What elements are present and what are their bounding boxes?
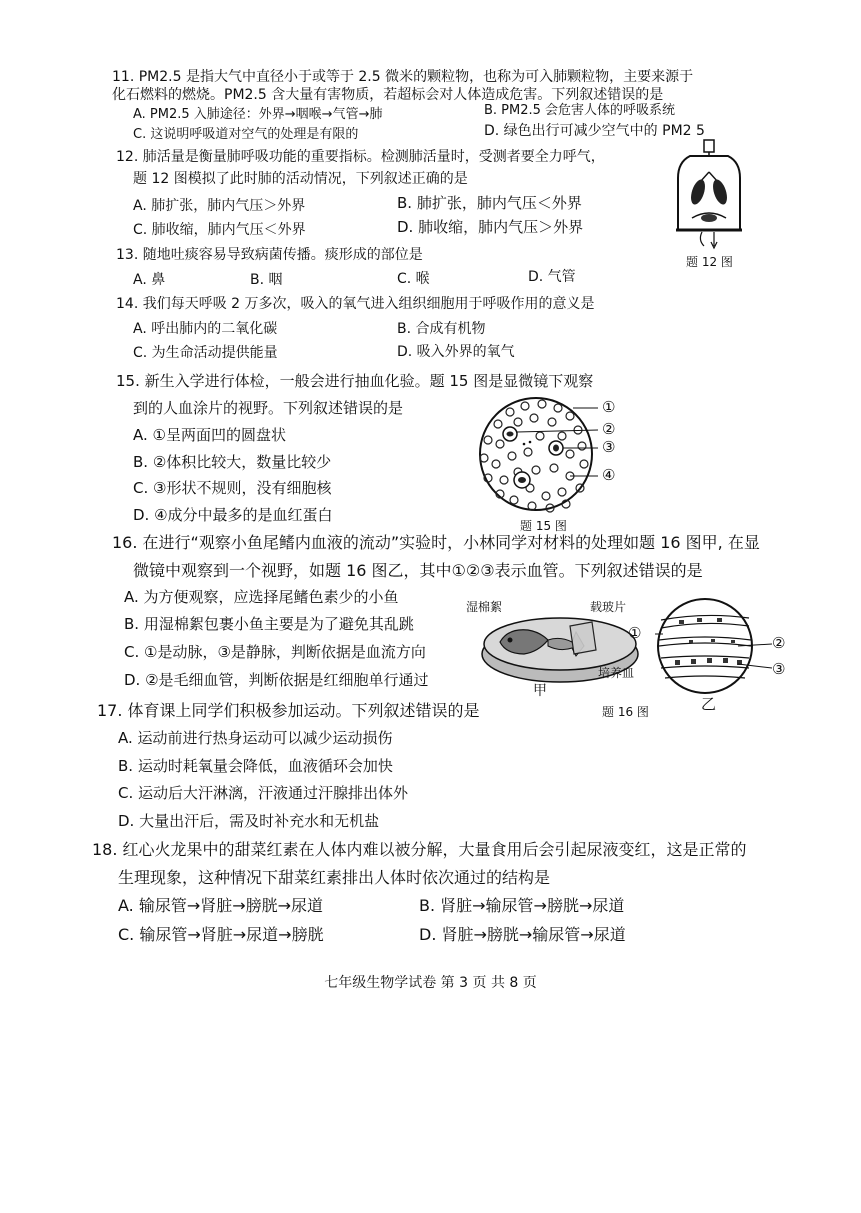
q16-stem-line2: 微镜中观察到一个视野，如题 16 图乙，其中①②③表示血管。下列叙述错误的是 — [133, 561, 703, 580]
q13-stem: 13. 随地吐痰容易导致病菌传播。痰形成的部位是 — [116, 247, 423, 263]
page-footer: 七年级生物学试卷 第 3 页 共 8 页 — [324, 975, 537, 991]
q18-stem-line2: 生理现象，这种情况下甜菜红素排出人体时依次通过的结构是 — [118, 868, 551, 887]
q12-bell-jar-figure — [668, 138, 752, 250]
q12-option-b: B. 肺扩张，肺内气压＜外界 — [397, 194, 582, 212]
q11-option-c: C. 这说明呼吸道对空气的处理是有限的 — [133, 127, 359, 142]
q12-option-c: C. 肺收缩，肺内气压＜外界 — [133, 222, 306, 238]
q15-label-1: ① — [602, 398, 616, 416]
q16-label-slide: 载玻片 — [590, 600, 627, 614]
q18-option-c: C. 输尿管→肾脏→尿道→膀胱 — [118, 925, 324, 944]
q12-figure-caption: 题 12 图 — [686, 255, 733, 269]
q17-stem: 17. 体育课上同学们积极参加运动。下列叙述错误的是 — [97, 701, 480, 720]
q15-label-4: ④ — [602, 466, 616, 484]
q16-option-b: B. 用湿棉絮包裹小鱼主要是为了避免其乱跳 — [124, 615, 414, 633]
q16-label-jia: 甲 — [533, 683, 547, 699]
q18-stem-line1: 18. 红心火龙果中的甜菜红素在人体内难以被分解，大量食用后会引起尿液变红，这是正常的 — [92, 840, 747, 859]
q16-leader-lines — [738, 640, 774, 674]
q15-figure-caption: 题 15 图 — [520, 519, 567, 533]
q15-option-c: C. ③形状不规则，没有细胞核 — [133, 479, 332, 497]
q16-label-2: ② — [772, 634, 786, 652]
q11-stem-line2: 化石燃料的燃烧。PM2.5 含大量有害物质，若超标会对人体造成危害。下列叙述错误的是 — [112, 87, 664, 103]
q16-option-c: C. ①是动脉，③是静脉，判断依据是血流方向 — [124, 643, 426, 661]
q16-label-yi: 乙 — [701, 695, 717, 713]
q14-option-a: A. 呼出肺内的二氧化碳 — [133, 321, 278, 337]
q15-option-b: B. ②体积比较大，数量比较少 — [133, 453, 332, 471]
q12-option-a: A. 肺扩张，肺内气压＞外界 — [133, 198, 306, 214]
q14-stem: 14. 我们每天呼吸 2 万多次，吸入的氧气进入组织细胞用于呼吸作用的意义是 — [116, 296, 595, 312]
q14-option-b: B. 合成有机物 — [397, 321, 486, 337]
q12-stem-line2: 题 12 图模拟了此时肺的活动情况，下列叙述正确的是 — [133, 171, 468, 187]
q13-option-b: B. 咽 — [250, 272, 283, 288]
q15-stem-line2: 到的人血涂片的视野。下列叙述错误的是 — [133, 399, 404, 417]
q12-option-d: D. 肺收缩，肺内气压＞外界 — [397, 218, 584, 236]
q18-option-d: D. 肾脏→膀胱→输尿管→尿道 — [419, 925, 626, 944]
q16-label-1: ① — [628, 624, 642, 642]
q15-option-a: A. ①呈两面凹的圆盘状 — [133, 426, 286, 444]
q13-option-d: D. 气管 — [528, 269, 576, 285]
q13-option-a: A. 鼻 — [133, 272, 166, 288]
q11-option-b: B. PM2.5 会危害人体的呼吸系统 — [484, 103, 676, 118]
q17-option-c: C. 运动后大汗淋漓，汗液通过汗腺排出体外 — [118, 784, 409, 802]
q16-label-3: ③ — [772, 660, 786, 678]
q13-option-c: C. 喉 — [397, 271, 430, 287]
q15-option-d: D. ④成分中最多的是血红蛋白 — [133, 506, 333, 524]
q11-option-d: D. 绿色出行可减少空气中的 PM2 5 — [484, 123, 705, 139]
q17-option-d: D. 大量出汗后，需及时补充水和无机盐 — [118, 812, 380, 830]
q16-option-d: D. ②是毛细血管，判断依据是红细胞单行通过 — [124, 671, 429, 689]
q15-label-3: ③ — [602, 438, 616, 456]
q14-option-c: C. 为生命活动提供能量 — [133, 345, 278, 361]
q18-option-a: A. 输尿管→肾脏→膀胱→尿道 — [118, 896, 324, 915]
q11-stem-line1: 11. PM2.5 是指大气中直径小于或等于 2.5 微米的颗粒物，也称为可入肺颗粒物，主要来源于 — [112, 69, 694, 85]
q16-option-a: A. 为方便观察，应选择尾鳍色素少的小鱼 — [124, 588, 399, 606]
q16-label-dish: 培养皿 — [598, 666, 635, 680]
q15-label-2: ② — [602, 420, 616, 438]
q14-option-d: D. 吸入外界的氧气 — [397, 344, 515, 360]
q16-figure-caption: 题 16 图 — [602, 705, 649, 719]
q18-option-b: B. 肾脏→输尿管→膀胱→尿道 — [419, 896, 625, 915]
q17-option-a: A. 运动前进行热身运动可以减少运动损伤 — [118, 729, 393, 747]
q16-stem-line1: 16. 在进行“观察小鱼尾鳍内血液的流动”实验时，小林同学对材料的处理如题 16 图甲, 在显 — [112, 533, 760, 552]
q16-label-cotton: 湿棉絮 — [466, 600, 503, 614]
q17-option-b: B. 运动时耗氧量会降低，血液循环会加快 — [118, 757, 393, 775]
q11-option-a: A. PM2.5 入肺途径：外界→咽喉→气管→肺 — [133, 107, 383, 122]
q15-stem-line1: 15. 新生入学进行体检，一般会进行抽血化验。题 15 图是显微镜下观察 — [116, 372, 594, 390]
q12-stem-line1: 12. 肺活量是衡量肺呼吸功能的重要指标。检测肺活量时，受测者要全力呼气， — [116, 149, 605, 165]
